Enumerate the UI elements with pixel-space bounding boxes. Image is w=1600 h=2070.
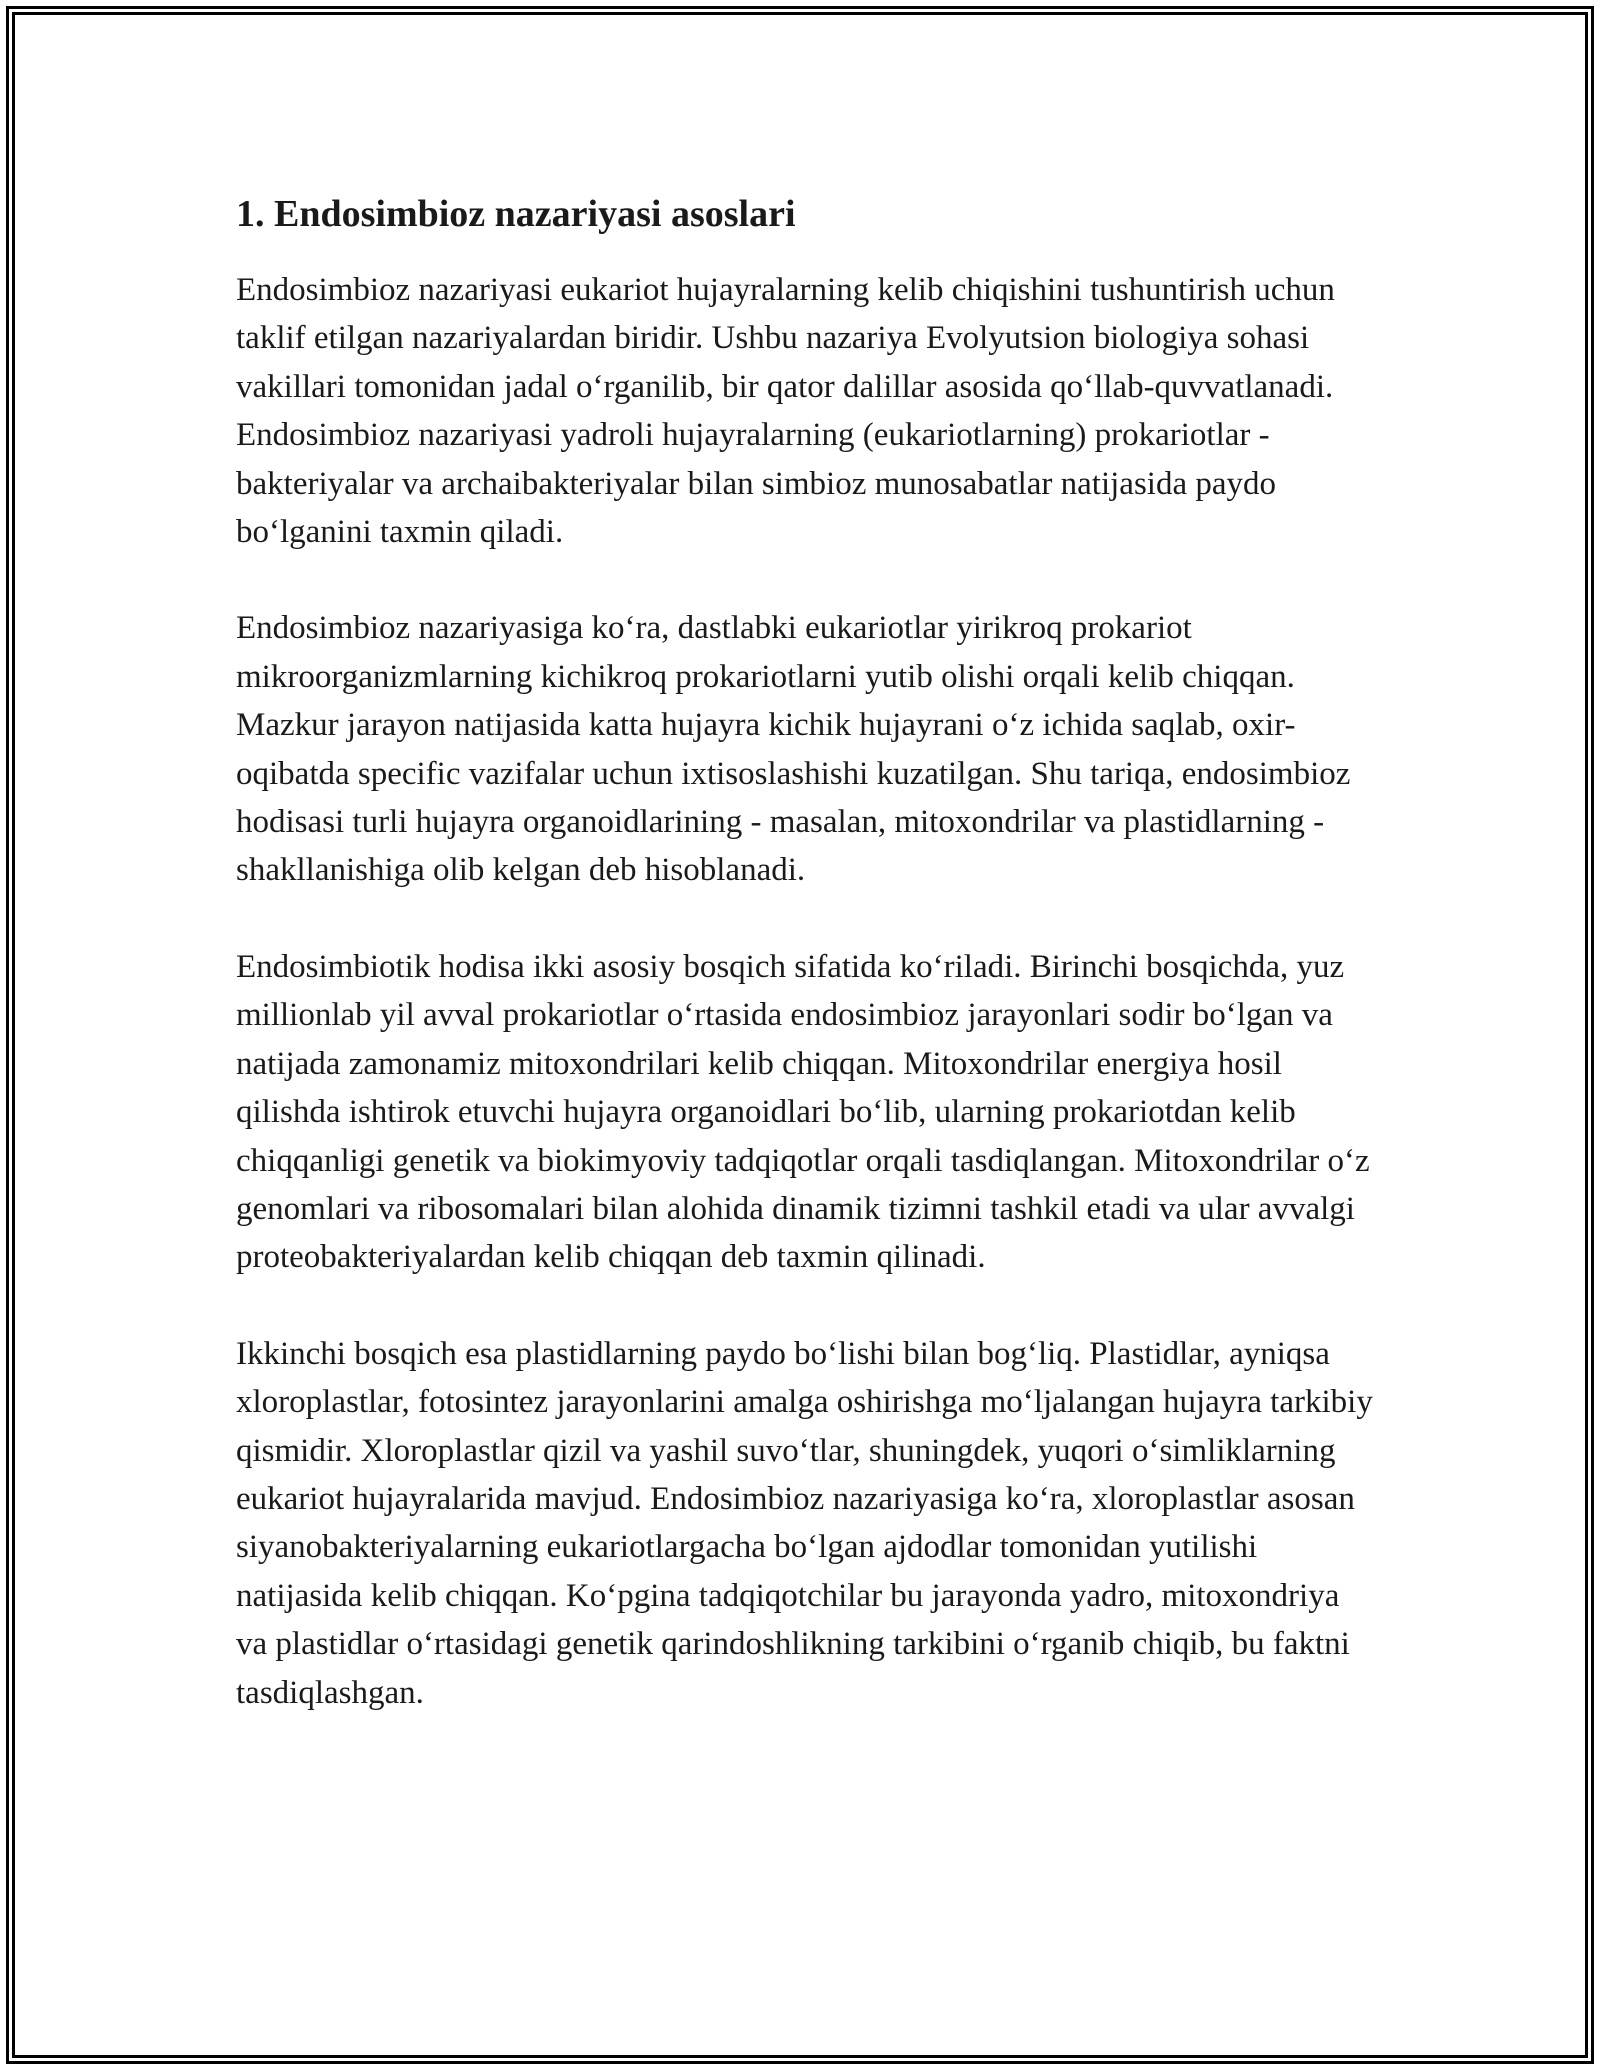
section-title: 1. Endosimbioz nazariyasi asoslari: [236, 193, 796, 235]
paragraph-3: Endosimbiotik hodisa ikki asosiy bosqich sifatida ko‘riladi. Birinchi bosqichda, yuz millionlab yil avval prokariotlar o‘rtasida endosimbioz jarayonlari sodir bo‘lgan va natijada zamonamiz mitoxondrilari kelib chiqqan. Mitoxondrilar energiya hosil qilishda ishtirok etuvchi hujayra organoidlari bo‘lib, ularning prokariotdan kelib chiqqanligi genetik va biokimyoviy tadqiqotlar orqali tasdiqlangan. Mitoxondrilar o‘z genomlari va ribosomalari bilan alohida dinamik tizimni tashkil etadi va ular avvalgi proteobakteriyalardan kelib chiqqan deb taxmin qilinadi.: [236, 948, 1370, 1276]
document-body: [236, 186, 1376, 1765]
paragraph-1: Endosimbioz nazariyasi eukariot hujayralarning kelib chiqishini tushuntirish uchun taklif etilgan nazariyalardan biridir. Ushbu nazariya Evolyutsion biologiya sohasi vakillari tomonidan jadal o‘rganilib, bir qator dalillar asosida qo‘llab-quvvatlanadi. Endosimbioz nazariyasi yadroli hujayralarning (eukariotlarning) prokariotlar - bakteriyalar va archaibakteriyalar bilan simbioz munosabatlar natijasida paydo bo‘lganini taxmin qiladi.: [236, 272, 1335, 551]
paragraph-4: Ikkinchi bosqich esa plastidlarning paydo bo‘lishi bilan bog‘liq. Plastidlar, ayniqsa xloroplastlar, fotosintez jarayonlarini amalga oshirishga mo‘ljalangan hujayra tarkibiy qismidir. Xloroplastlar qizil va yashil suvo‘tlar, shuningdek, yuqori o‘simliklarning eukariot hujayralarida mavjud. Endosimbioz nazariyasiga ko‘ra, xloroplastlar asosan siyanobakteriyalarning eukariotlargacha bo‘lgan ajdodlar tomonidan yutilishi natijasida kelib chiqqan. Ko‘pgina tadqiqotchilar bu jarayonda yadro, mitoxondriya va plastidlar o‘rtasidagi genetik qarindoshlikning tarkibini o‘rganib chiqib, bu faktni tasdiqlashgan.: [236, 1335, 1373, 1711]
paragraph-2: Endosimbioz nazariyasiga ko‘ra, dastlabki eukariotlar yirikroq prokariot mikroorganizmlarning kichikroq prokariotlarni yutib olishi orqali kelib chiqqan. Mazkur jarayon natijasida katta hujayra kichik hujayrani o‘z ichida saqlab, oxir-oqibatda specific vazifalar uchun ixtisoslashishi kuzatilgan. Shu tariqa, endosimbioz hodisasi turli hujayra organoidlarining - masalan, mitoxondrilar va plastidlarning - shakllanishiga olib kelgan deb hisoblanadi.: [236, 610, 1351, 889]
